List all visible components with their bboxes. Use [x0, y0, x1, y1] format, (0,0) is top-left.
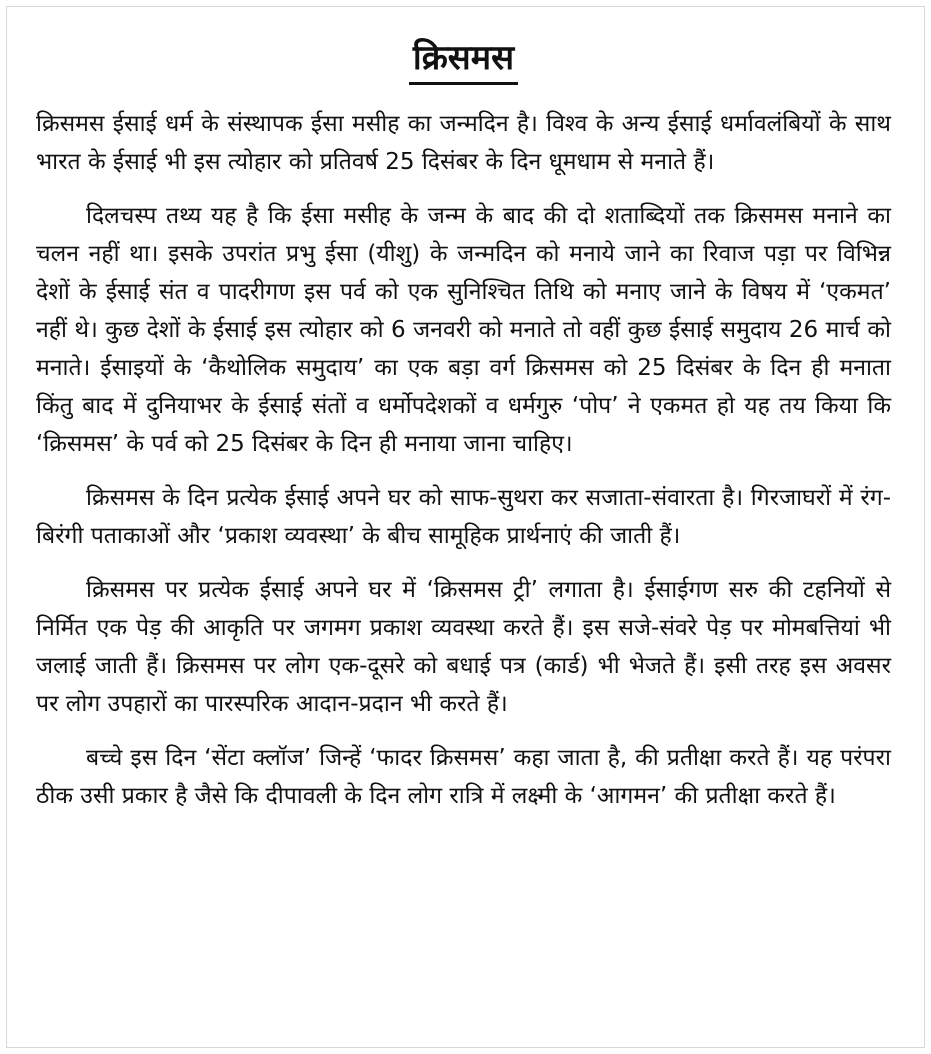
- paragraph-history: दिलचस्प तथ्य यह है कि ईसा मसीह के जन्म के बाद की दो शताब्दियों तक क्रिसमस मनाने का चलन नहीं था। इसके उपरांत प्रभु ईसा (यीशु) के जन्मदिन को मनाये जाने का रिवाज पड़ा पर विभिन्न देशों के ईसाई संत व पादरीगण इस पर्व को एक सुनिश्चित तिथि को मनाए जाने के विषय में ‘एकमत’ नहीं थे। कुछ देशों के ईसाई इस त्योहार को 6 जनवरी को मनाते तो वहीं कुछ ईसाई समुदाय 26 मार्च को मनाते। ईसाइयों के ‘कैथोलिक समुदाय’ का एक बड़ा वर्ग क्रिसमस को 25 दिसंबर के दिन ही मनाता किंतु बाद में दुनियाभर के ईसाई संतों व धर्मोपदेशकों व धर्मगुरु ‘पोप’ ने एकमत हो यह तय किया कि ‘क्रिसमस’ के पर्व को 25 दिसंबर के दिन ही मनाया जाना चाहिए।: [36, 203, 891, 457]
- paragraph-santa-claus: बच्चे इस दिन ‘सेंटा क्लॉज’ जिन्हें ‘फादर क्रिसमस’ कहा जाता है, की प्रतीक्षा करते हैं। यह परंपरा ठीक उसी प्रकार है जैसे कि दीपावली के दिन लोग रात्रि में लक्ष्मी के ‘आगमन’ की प्रतीक्षा करते हैं।: [36, 745, 891, 809]
- paragraph-intro: क्रिसमस ईसाई धर्म के संस्थापक ईसा मसीह का जन्मदिन है। विश्व के अन्य ईसाई धर्मावलंबियों के साथ भारत के ईसाई भी इस त्योहार को प्रतिवर्ष 25 दिसंबर के दिन धूमधाम से मनाते हैं।: [36, 111, 891, 175]
- paragraph-decoration: क्रिसमस के दिन प्रत्येक ईसाई अपने घर को साफ-सुथरा कर सजाता-संवारता है। गिरजाघरों में रंग-बिरंगी पताकाओं और ‘प्रकाश व्यवस्था’ के बीच सामूहिक प्रार्थनाएं की जाती हैं।: [36, 485, 891, 549]
- page-title-text: क्रिसमस: [409, 36, 518, 85]
- paragraph-christmas-tree: क्रिसमस पर प्रत्येक ईसाई अपने घर में ‘क्रिसमस ट्री’ लगाता है। ईसाईगण सरु की टहनियों से निर्मित एक पेड़ की आकृति पर जगमग प्रकाश व्यवस्था करते हैं। इस सजे-संवरे पेड़ पर मोमबत्तियां भी जलाई जाती हैं। क्रिसमस पर लोग एक-दूसरे को बधाई पत्र (कार्ड) भी भेजते हैं। इसी तरह इस अवसर पर लोग उपहारों का पारस्परिक आदान-प्रदान भी करते हैं।: [36, 577, 891, 717]
- page-title: [36, 36, 891, 85]
